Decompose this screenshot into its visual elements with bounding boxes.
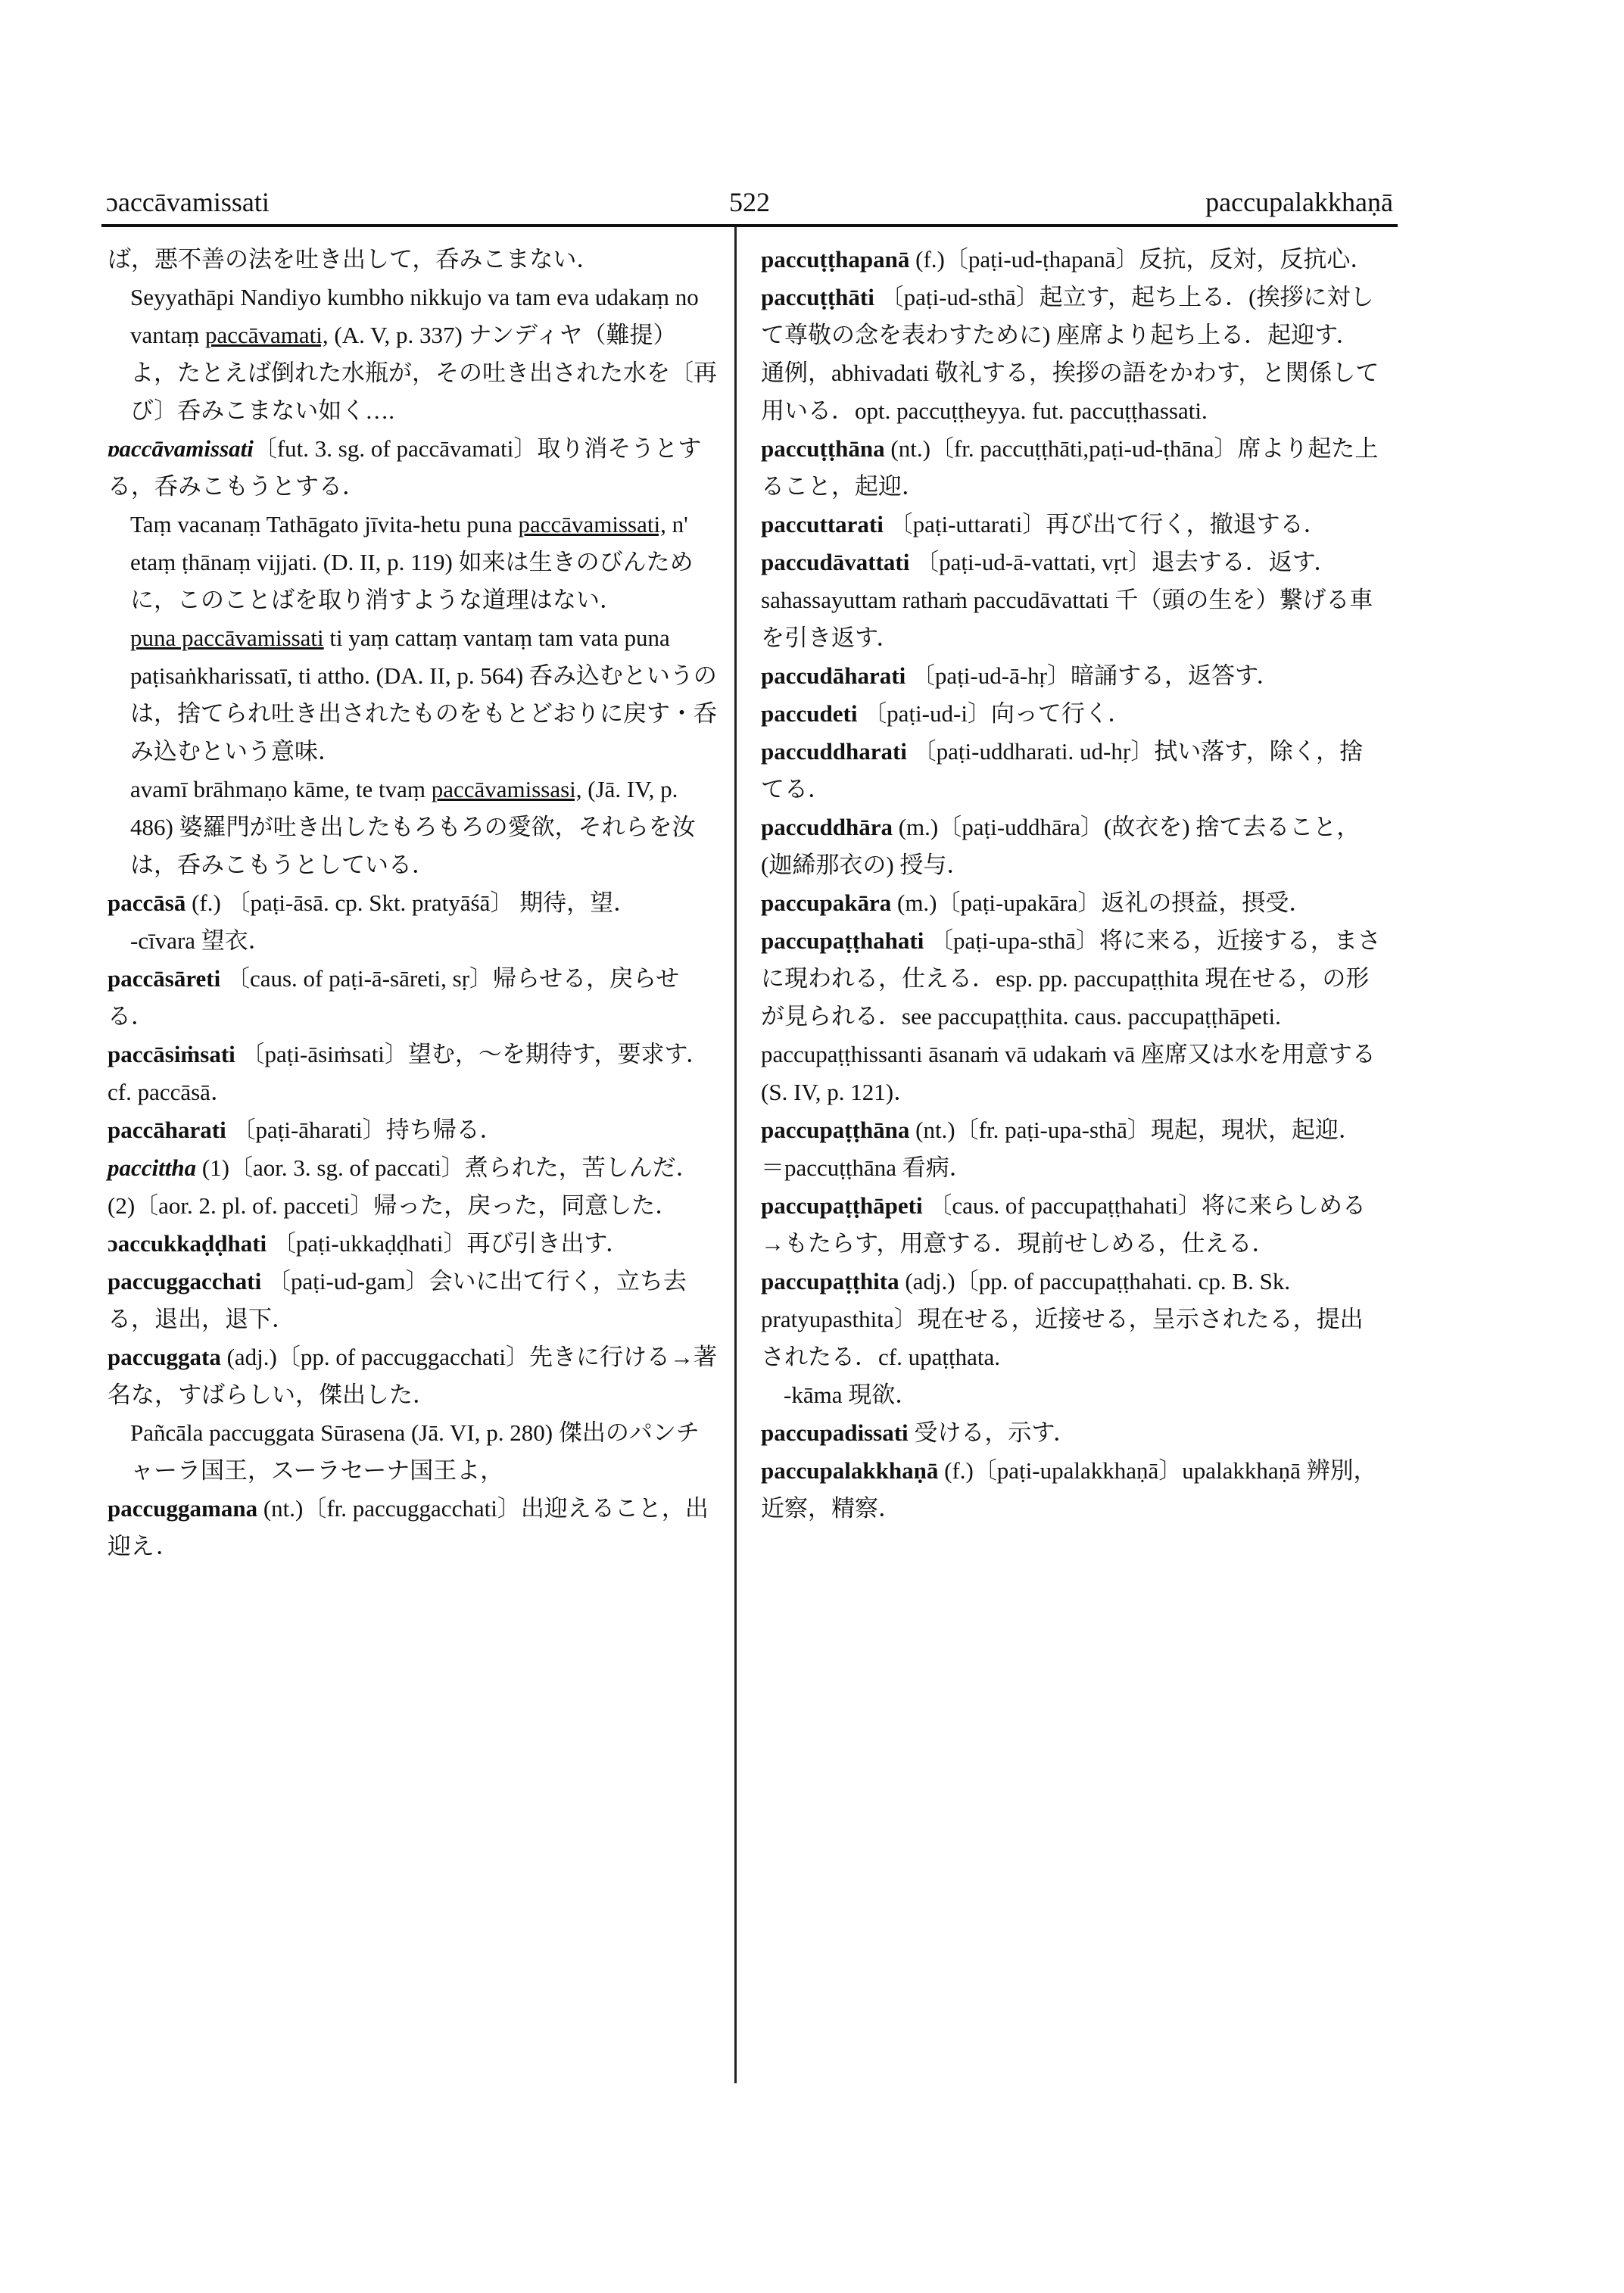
headword: paccuggacchati [108, 1268, 262, 1294]
dictionary-entry [761, 884, 1382, 922]
citation-example [130, 771, 718, 884]
definition: 〔paṭi-uddharati. ud-hṛ〕拭い落す，除く，捨てる． [761, 738, 1364, 802]
dictionary-entry [761, 1414, 1382, 1452]
underlined-term: paccāvamissati, [518, 511, 666, 537]
dictionary-entry [761, 430, 1382, 506]
definition: 〔paṭi-ud-i〕向って行く． [857, 700, 1132, 727]
dictionary-entry [761, 657, 1382, 695]
citation-example [130, 279, 718, 430]
definition: (adj.)〔pp. of paccupaṭṭhahati. cp. B. Sk. pratyupasthita〕現在せる，近接せる，呈示されたる，提出されたる．cf. upaṭṭhata. [761, 1268, 1364, 1370]
example-text: (A. V, p. 337) ナンディヤ（難提）よ，たとえば倒れた水瓶が，その吐き出された水を〔再び〕呑みこまない如く…. [130, 322, 717, 424]
dictionary-entry [108, 1263, 718, 1338]
dictionary-entry [761, 279, 1382, 430]
dictionary-entry [108, 1149, 718, 1225]
headword: paccittha [108, 1154, 197, 1181]
dictionary-entry [108, 1490, 718, 1566]
definition: (nt.)〔fr. paccuṭṭhāti,paṭi-ud-ṭhāna〕席より起た上ること，起迎． [761, 435, 1379, 500]
headword: paccudāvattati [761, 549, 910, 575]
headword: paccāsiṁsati [108, 1041, 235, 1067]
header-right-guideword: paccupalakkhaṇā [1205, 187, 1393, 217]
headword: paccuṭṭhapanā [761, 246, 910, 273]
definition: (nt.)〔fr. paṭi-upa-sthā〕現起，現状，起迎．＝paccuṭṭhāna 看病． [761, 1117, 1362, 1181]
definition: 〔paṭi-uttarati〕再び出て行く，撤退する． [883, 511, 1327, 537]
headword: paccupalakkhaṇā [761, 1457, 939, 1484]
definition: (1)〔aor. 3. sg. of paccati〕煮られた，苦しんだ．(2)〔aor. 2. pl. of. pacceti〕帰った，戻った，同意した． [108, 1154, 700, 1219]
headword: paccuddharati [761, 738, 907, 765]
dictionary-entry [761, 922, 1382, 1111]
headword: paccuggata [108, 1344, 221, 1370]
definition: 受ける，示す． [908, 1419, 1077, 1446]
headword: paccāsāreti [108, 965, 221, 992]
column-divider [734, 227, 737, 2083]
definition: 〔paṭi-āharati〕持ち帰る． [226, 1117, 503, 1143]
underlined-term: paccāvamati, [205, 322, 329, 348]
citation-example [130, 619, 718, 771]
sub-entry: -cīvara 望衣． [130, 927, 272, 954]
definition: (f.) 〔paṭi-āsā. cp. Skt. pratyāśā〕 期待，望． [185, 889, 637, 916]
underlined-term: paccāvamissasi, [431, 776, 582, 802]
dictionary-entry [761, 506, 1382, 544]
headword: paccuggamana [108, 1495, 258, 1522]
dictionary-entry [108, 1036, 718, 1111]
left-column [108, 241, 718, 1566]
headword: paccupadissati [761, 1419, 909, 1446]
definition: (adj.)〔pp. of paccuggacchati〕先きに行ける→著名な，すばらしい，傑出した． [108, 1344, 717, 1408]
headword: paccāharati [108, 1117, 226, 1143]
dictionary-entry [761, 1452, 1382, 1528]
running-header [101, 179, 1398, 227]
dictionary-entry [108, 1111, 718, 1149]
definition: (f.)〔paṭi-upalakkhaṇā〕upalakkhaṇā 辨別，近察，精察． [761, 1457, 1377, 1522]
headword: paccuddhāra [761, 814, 893, 840]
headword: paccupaṭṭhāna [761, 1117, 910, 1143]
dictionary-entry [761, 1187, 1382, 1263]
continued-entry-text: ば，悪不善の法を吐き出して，呑みこまない． [108, 246, 600, 273]
headword: ɒaccāvamissati [108, 435, 254, 462]
headword: ɔaccukkaḍḍhati [108, 1230, 267, 1257]
headword: paccudāharati [761, 662, 906, 689]
headword: paccuṭṭhāti [761, 284, 874, 310]
example-text: ti yaṃ cattaṃ vantaṃ tam vata puna paṭisaṅkharissatī, ti attho. (DA. II, p. 564) 呑み込むというのは，捨てられ吐き出されたものをもとどおりに戻す・呑み込むという意味． [130, 625, 717, 765]
definition: 〔caus. of paṭi-ā-sāreti, sṛ〕帰らせる，戻らせる． [108, 965, 680, 1030]
example-text: Seyyathāpi Nandiyo kumbho nikkujo va tam eva udakaṃ no vantaṃ [130, 284, 699, 348]
example-text: Taṃ vacanaṃ Tathāgato jīvita-hetu puna [130, 511, 519, 537]
headword: paccuttarati [761, 511, 884, 537]
grammar-note: 〔fut. 3. sg. of [253, 435, 391, 462]
underlined-term: puna paccāvamissati [130, 625, 324, 651]
dictionary-entry [108, 430, 718, 506]
dictionary-entry [761, 1263, 1382, 1376]
definition: (m.)〔paṭi-upakāra〕返礼の摂益，摂受． [891, 889, 1313, 916]
headword: paccāsā [108, 889, 186, 916]
dictionary-entry [761, 808, 1382, 884]
definition: 〔paṭi-upa-sthā〕将に来る，近接する，まさに現われる，仕える．esp. pp. paccupaṭṭhita 現在せる，の形が見られる．see paccupaṭṭhita. caus. paccupaṭṭhāpeti. paccupaṭṭhissanti āsanaṁ vā udakaṁ vā 座席又は水を用意する (S. IV, p. 121)． [761, 927, 1381, 1105]
citation-example: Pañcāla paccuggata Sūrasena (Jā. VI, p. 280) 傑出のパンチャーラ国王，スーラセーナ国王よ， [130, 1419, 700, 1484]
header-left-guideword: ɔaccāvamissati [106, 187, 270, 217]
dictionary-entry [108, 1225, 718, 1263]
definition: (m.)〔paṭi-uddhāra〕(故衣を) 捨て去ること，(迦絺那衣の) 授与． [761, 814, 1361, 878]
dictionary-entry [761, 695, 1382, 733]
definition: 〔paṭi-ud-gam〕会いに出て行く，立ち去る，退出，退下． [108, 1268, 687, 1332]
definition: 〔paṭi-ud-sthā〕起立す，起ち上る．(挨拶に対して尊敬の念を表わすために) 座席より起ち上る．起迎す．通例，abhivadati 敬礼する，挨拶の語をかわす，と関係して用いる．opt. paccuṭṭheyya. fut. paccuṭṭhassati. [761, 284, 1379, 424]
headword: paccupaṭṭhāpeti [761, 1192, 923, 1219]
headword: paccudeti [761, 700, 858, 727]
definition: paccāvamati〕取り消そうとする，呑みこもうとする． [108, 435, 702, 500]
dictionary-entry [761, 544, 1382, 657]
definition: 〔paṭi-ud-ā-vattati, vṛt〕退去する．返す．sahassayuttam rathaṁ paccudāvattati 千（頭の生を）繋げる車を引き返す． [761, 549, 1373, 651]
dictionary-entry [108, 884, 718, 922]
definition: 〔paṭi-ukkaḍḍhati〕再び引き出す． [267, 1230, 629, 1257]
page-number: 522 [729, 187, 770, 217]
dictionary-entry [108, 960, 718, 1036]
headword: paccupaṭṭhahati [761, 927, 924, 954]
right-column [761, 241, 1382, 1528]
sub-entry: -kāma 現欲． [784, 1382, 919, 1408]
citation-example [130, 506, 718, 619]
example-text: n' etaṃ ṭhānaṃ vijjati. (D. II, p. 119) 如来は生きのびんために，このことばを取り消すような道理はない． [130, 511, 694, 613]
definition: (f.)〔paṭi-ud-ṭhapanā〕反抗，反対，反抗心． [909, 246, 1374, 273]
definition: 〔paṭi-ud-ā-hṛ〕暗誦する，返答す． [906, 662, 1280, 689]
headword: paccupakāra [761, 889, 892, 916]
definition: 〔caus. of paccupaṭṭhahati〕将に来らしめる→もたらす，用意する．現前せしめる，仕える． [761, 1192, 1366, 1257]
example-text: avamī brāhmaṇo kāme, te tvaṃ [130, 776, 432, 802]
headword: paccupaṭṭhita [761, 1268, 899, 1294]
dictionary-entry [761, 241, 1382, 279]
dictionary-entry [761, 1111, 1382, 1187]
definition: 〔paṭi-āsiṁsati〕望む，～を期待す，要求す．cf. paccāsā． [108, 1041, 709, 1105]
headword: paccuṭṭhāna [761, 435, 885, 462]
example-text: (Jā. IV, p. 486) 婆羅門が吐き出したもろもろの愛欲，それらを汝は，呑みこもうとしている． [130, 776, 696, 878]
dictionary-entry [108, 1338, 718, 1414]
definition: (nt.)〔fr. paccuggacchati〕出迎えること，出迎え． [108, 1495, 709, 1559]
dictionary-entry [761, 733, 1382, 808]
